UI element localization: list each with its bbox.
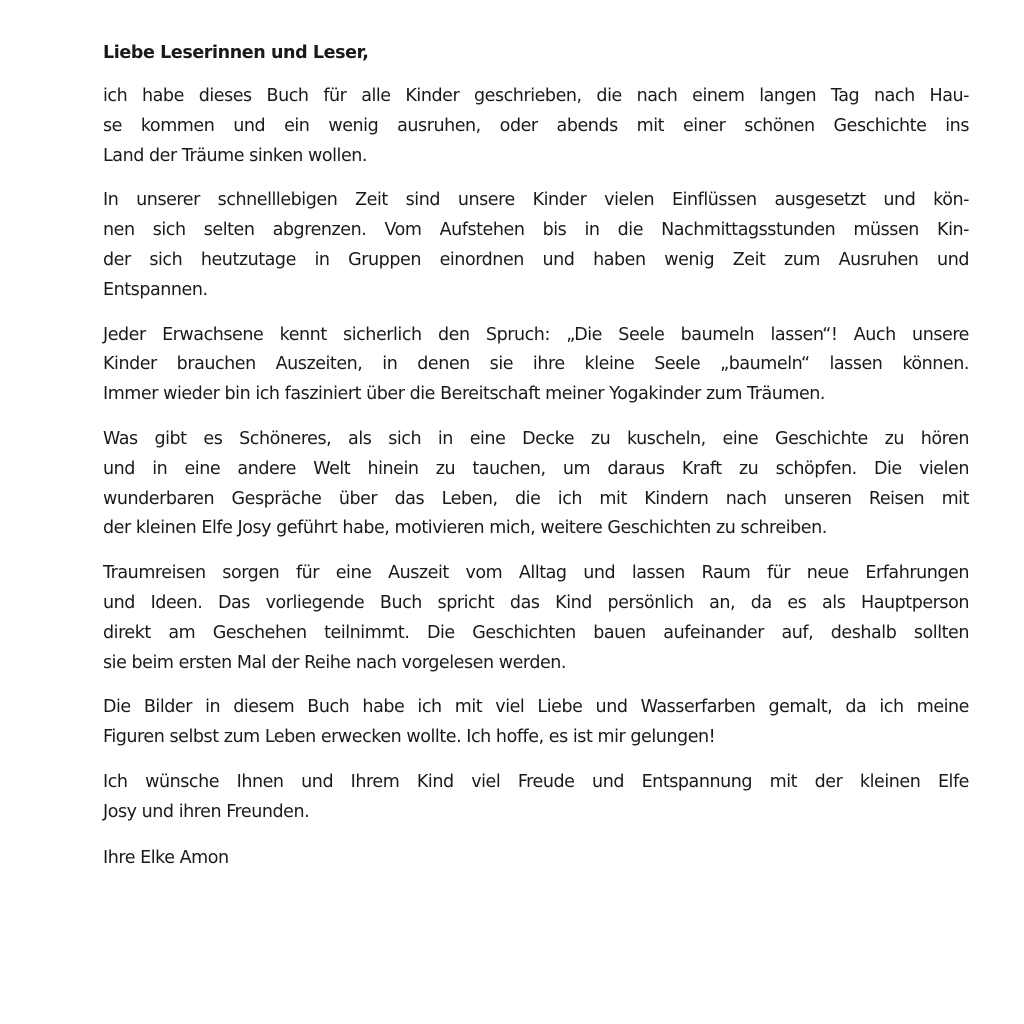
paragraph-dream-journeys	[103, 559, 969, 678]
text-line: Figuren selbst zum Leben erwecken wollte. Ich hoffe, es ist mir gelungen!	[103, 727, 716, 748]
signature: Ihre Elke Amon	[103, 847, 229, 868]
text-line: Was gibt es Schöneres, als sich in eine Decke zu kuscheln, eine Geschichte zu hören	[103, 428, 969, 449]
paragraph-cuddle-blanket	[103, 425, 969, 544]
text-line: der kleinen Elfe Josy geführt habe, motivieren mich, weitere Geschichten zu schreiben.	[103, 518, 827, 539]
text-line: direkt am Geschehen teilnimmt. Die Geschichten bauen aufeinander auf, deshalb sollten	[103, 622, 969, 643]
text-line: Jeder Erwachsene kennt sicherlich den Spruch: „Die Seele baumeln lassen“! Auch unsere	[103, 324, 969, 345]
text-line: Traumreisen sorgen für eine Auszeit vom Alltag und lassen Raum für neue Erfahrungen	[103, 563, 969, 584]
text-line: ich habe dieses Buch für alle Kinder geschrieben, die nach einem langen Tag nach Hau-	[103, 86, 969, 106]
paragraph-wishes	[103, 768, 969, 828]
text-line: Josy und ihren Freunden.	[103, 801, 310, 822]
text-line: der sich heutzutage in Gruppen einordnen und haben wenig Zeit zum Ausruhen und	[103, 249, 969, 270]
paragraph-illustrations	[103, 693, 969, 753]
text-line: nen sich selten abgrenzen. Vom Aufstehen bis in die Nachmittagsstunden müssen Kin-	[103, 220, 969, 241]
text-line: Ich wünsche Ihnen und Ihrem Kind viel Freude und Entspannung mit der kleinen Elfe	[103, 771, 969, 792]
letter-page	[103, 38, 969, 873]
text-line: Land der Träume sinken wollen.	[103, 145, 368, 166]
paragraph-intro	[103, 82, 969, 171]
text-line: se kommen und ein wenig ausruhen, oder abends mit einer schönen Geschichte ins	[103, 115, 969, 136]
text-line: In unserer schnelllebigen Zeit sind unsere Kinder vielen Einflüssen ausgesetzt und kön-	[103, 190, 969, 211]
text-line: Kinder brauchen Auszeiten, in denen sie ihre kleine Seele „baumeln“ lassen können.	[103, 354, 969, 375]
text-line: sie beim ersten Mal der Reihe nach vorgelesen werden.	[103, 652, 567, 673]
text-line: Entspannen.	[103, 279, 208, 300]
text-line: Die Bilder in diesem Buch habe ich mit viel Liebe und Wasserfarben gemalt, da ich meine	[103, 697, 969, 718]
text-line: Immer wieder bin ich fasziniert über die Bereitschaft meiner Yogakinder zum Träumen.	[103, 384, 826, 405]
text-line: wunderbaren Gespräche über das Leben, die ich mit Kindern nach unseren Reisen mit	[103, 488, 969, 509]
paragraph-fast-paced-times	[103, 186, 969, 305]
paragraph-soul-dangling	[103, 321, 969, 410]
text-line: und Ideen. Das vorliegende Buch spricht das Kind persönlich an, da es als Hauptperson	[103, 592, 969, 613]
salutation-heading: Liebe Leserinnen und Leser,	[103, 43, 369, 63]
text-line: und in eine andere Welt hinein zu tauchen, um daraus Kraft zu schöpfen. Die vielen	[103, 458, 969, 479]
